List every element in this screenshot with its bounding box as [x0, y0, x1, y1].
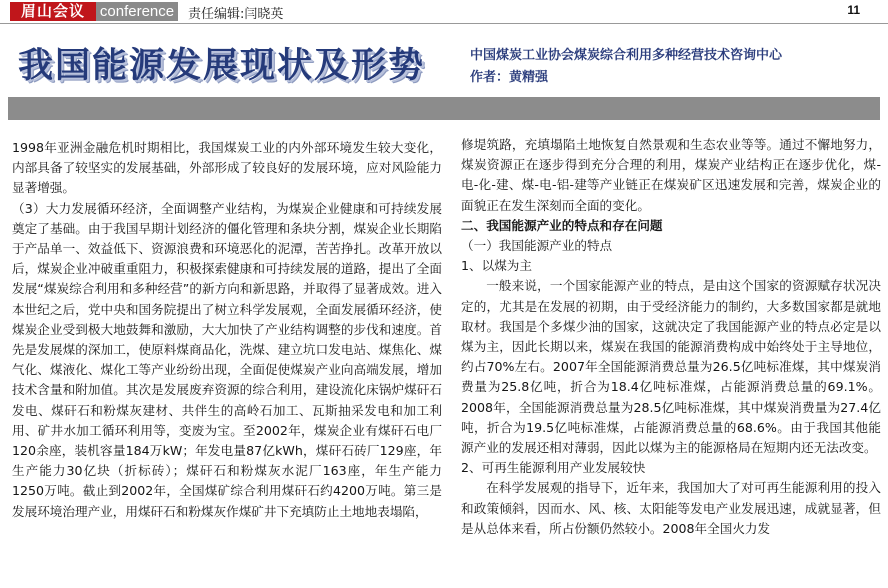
author-organization: 中国煤炭工业协会煤炭综合利用多种经营技术咨询中心 [470, 48, 783, 63]
conference-logo-cn: 眉山会议 [10, 2, 96, 21]
left-paragraph: 1998年亚洲金融危机时期相比，我国煤炭工业的内外部环境发生较大变化，内部具备了较坚实的发展基础，外部形成了较良好的发展环境，应对风险能力显著增强。 [12, 140, 442, 196]
right-paragraph: 修堤筑路，充填塌陷土地恢复自然景观和生态农业等等。通过不懈地努力，煤炭资源正在逐步得到充分合理的利用，煤炭产业结构正在逐步优化，煤-电-化-建、煤-电-铝-建等产业链正在煤炭矿区迅速发展和完善，煤炭企业的面貌正在发生深刻而全面的变化。 [461, 137, 881, 213]
item-heading: 2、可再生能源利用产业发展较快 [461, 460, 646, 476]
left-column [12, 138, 442, 522]
right-paragraph: 一般来说，一个国家能源产业的特点，是由这个国家的资源赋存状况决定的，尤其是在发展的初期，由于受经济能力的制约，大多数国家都是就地取材。我国是个多煤少油的国家，这就决定了我国能源产业的特点必定是以煤为主，因此长期以来，煤炭在我国的能源消费构成中始终处于主导地位，约占70%左右。2007年全国能源消费总量为26.5亿吨标准煤，其中煤炭消费量为25.8亿吨，折合为18.4亿吨标准煤，占能源消费总量的69.1%。2008年，全国能源消费总量为28.5亿吨标准煤，其中煤炭消费量为27.4亿吨，折合为19.5亿吨标准煤，占能源消费总量的68.6%。由于我国其他能源产业的发展还相对薄弱，因此以煤为主的能源格局在短期内还无法改变。 [461, 278, 881, 456]
article-title: 我国能源发展现状及形势 [18, 46, 426, 86]
title-band [8, 97, 880, 120]
left-paragraph: （3）大力发展循环经济，全面调整产业结构，为煤炭企业健康和可持续发展奠定了基础。由于我国早期计划经济的僵化管理和条块分割，煤炭企业长期陷于产品单一、效益低下、资源浪费和环境恶化的泥潭，苦苦挣扎。改革开放以后，煤炭企业冲破重重阻力，积极探索健康和可持续发展的道路，提出了全面发展“煤炭综合利用和多种经营”的新方向和新思路，并取得了显著成效。进入本世纪之后，党中央和国务院提出了树立科学发展观，全面发展循环经济，使煤炭企业受到极大地鼓舞和激励，大大加快了产业结构调整的步伐和速度。首先是发展煤的深加工，使原料煤商品化，洗煤、建立坑口发电站、煤焦化、煤气化、煤液化、煤化工等产业纷纷出现，全面促使煤炭产业向高端发展，增加技术含量和附加值。其次是发展废弃资源的综合利用，建设流化床锅炉煤矸石发电、煤矸石和粉煤灰建材、共伴生的高岭石加工、瓦斯抽采发电和加工利用、矿井水加工循环利用等，变废为宝。至2002年，煤炭企业有煤矸石电厂120余座，装机容量184万kW；年发电量87亿kWh，煤矸石砖厂129座，年生产能力30亿块（折标砖）；煤矸石和粉煤灰水泥厂163座，年生产能力1250万吨。截止到2002年，全国煤矿综合利用煤矸石约4200万吨。第三是发展环境治理产业，用煤矸石和粉煤灰作煤矿井下充填防止土地地表塌陷， [12, 200, 442, 519]
page-number: 11 [847, 3, 860, 17]
header-divider [0, 23, 888, 24]
item-heading: 1、以煤为主 [461, 258, 532, 274]
editor-credit: 责任编辑:闫晓英 [188, 7, 284, 22]
right-column [461, 135, 881, 539]
article-author: 作者：黄精强 [470, 70, 549, 85]
subsection-heading: （一）我国能源产业的特点 [461, 238, 613, 254]
right-paragraph: 在科学发展观的指导下，近年来，我国加大了对可再生能源利用的投入和政策倾斜，因而水、风、核、太阳能等发电产业发展迅速，成就显著，但是从总体来看，所占份额仍然较小。2008年全国火力发 [461, 480, 881, 536]
conference-logo-en: conference [96, 2, 178, 21]
section-heading: 二、我国能源产业的特点和存在问题 [461, 217, 663, 233]
page-header [0, 0, 888, 24]
